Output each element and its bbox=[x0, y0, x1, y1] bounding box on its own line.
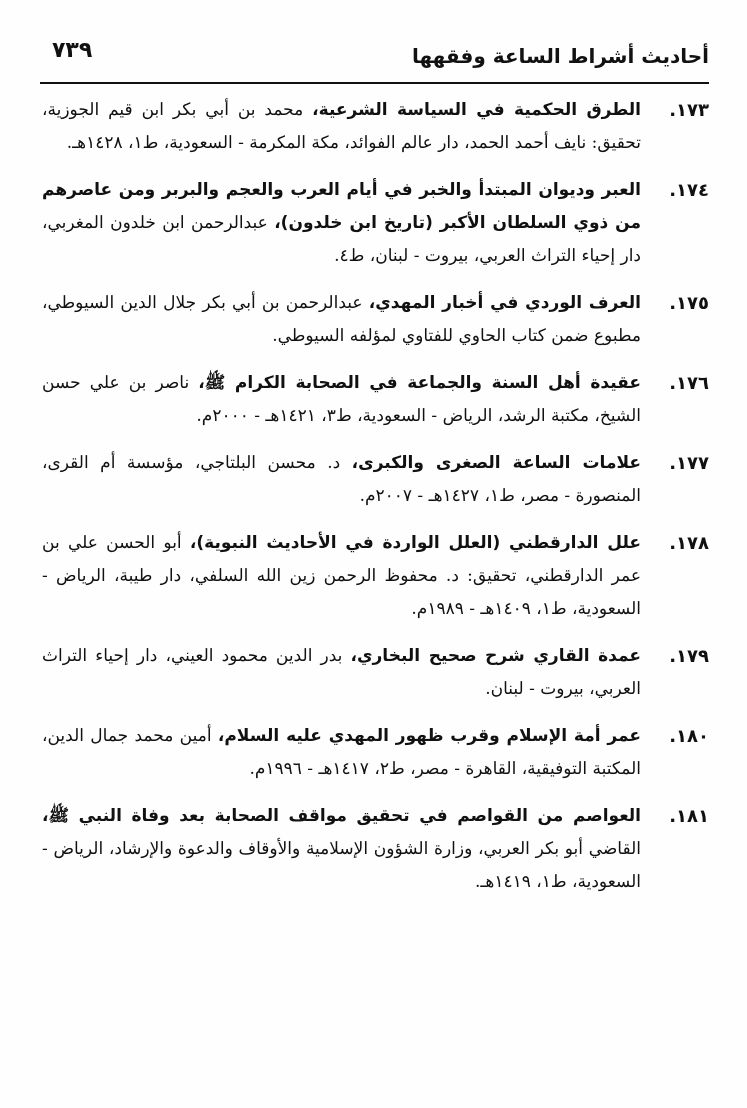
reference-entry bbox=[42, 367, 709, 433]
reference-title: عقيدة أهل السنة والجماعة في الصحابة الكرام ﷺ، bbox=[198, 373, 641, 393]
reference-entry bbox=[42, 174, 709, 273]
reference-details: بدر الدين محمود العيني، دار إحياء التراث العربي، بيروت - لبنان. bbox=[42, 646, 641, 699]
reference-details: ناصر بن علي حسن الشيخ، مكتبة الرشد، الرياض - السعودية، ط٣، ١٤٢١هـ - ٢٠٠٠م. bbox=[42, 373, 641, 426]
reference-entry bbox=[42, 720, 709, 786]
page-number: ٧٣٩ bbox=[52, 38, 93, 63]
reference-entry bbox=[42, 94, 709, 160]
reference-details: أمين محمد جمال الدين، المكتبة التوفيقية، القاهرة - مصر، ط٢، ١٤١٧هـ - ١٩٩٦م. bbox=[42, 726, 641, 779]
reference-number: ١٧٨. bbox=[669, 533, 709, 554]
reference-number: ١٧٩. bbox=[669, 646, 709, 667]
reference-details: عبدالرحمن ابن خلدون المغربي، دار إحياء التراث العربي، بيروت - لبنان، ط٤. bbox=[42, 213, 641, 266]
reference-title: العبر وديوان المبتدأ والخبر في أيام العرب والعجم والبربر ومن عاصرهم من ذوي السلطان الأكبر (تاريخ ابن خلدون)، bbox=[42, 180, 641, 233]
reference-details: محمد بن أبي بكر ابن قيم الجوزية، تحقيق: نايف أحمد الحمد، دار عالم الفوائد، مكة المكرمة - السعودية، ط١، ١٤٢٨هـ. bbox=[42, 100, 641, 153]
reference-number: ١٨٠. bbox=[669, 726, 709, 747]
reference-details: عبدالرحمن بن أبي بكر جلال الدين السيوطي، مطبوع ضمن كتاب الحاوي للفتاوي لمؤلفه السيوطي. bbox=[42, 293, 641, 346]
reference-title: عمر أمة الإسلام وقرب ظهور المهدي عليه السلام، bbox=[217, 726, 641, 746]
reference-entry bbox=[42, 640, 709, 706]
reference-title: العواصم من القواصم في تحقيق مواقف الصحابة بعد وفاة النبي ﷺ، bbox=[42, 806, 641, 826]
reference-number: ١٧٤. bbox=[669, 180, 709, 201]
reference-title: عمدة القاري شرح صحيح البخاري، bbox=[350, 646, 642, 666]
reference-details: القاضي أبو بكر العربي، وزارة الشؤون الإسلامية والأوقاف والدعوة والإرشاد، الرياض - السعودية، ط١، ١٤١٩هـ. bbox=[42, 839, 641, 892]
reference-number: ١٧٣. bbox=[669, 100, 709, 121]
reference-details: أبو الحسن علي بن عمر الدارقطني، تحقيق: د. محفوظ الرحمن زين الله السلفي، دار طيبة، الرياض - السعودية، ط١، ١٤٠٩هـ - ١٩٨٩م. bbox=[42, 533, 641, 619]
reference-number: ١٧٧. bbox=[669, 453, 709, 474]
reference-entry bbox=[42, 447, 709, 513]
reference-title: علامات الساعة الصغرى والكبرى، bbox=[351, 453, 641, 473]
reference-title: الطرق الحكمية في السياسة الشرعية، bbox=[312, 100, 642, 120]
running-title: أحاديث أشراط الساعة وفقهها bbox=[411, 44, 709, 68]
reference-title: علل الدارقطني (العلل الواردة في الأحاديث النبوية)، bbox=[189, 533, 641, 553]
reference-entry bbox=[42, 527, 709, 626]
page-header bbox=[52, 30, 709, 80]
reference-number: ١٧٥. bbox=[669, 293, 709, 314]
reference-list bbox=[42, 94, 709, 913]
reference-entry bbox=[42, 800, 709, 899]
reference-number: ١٧٦. bbox=[669, 373, 709, 394]
header-rule bbox=[40, 82, 709, 84]
reference-number: ١٨١. bbox=[669, 806, 709, 827]
reference-entry bbox=[42, 287, 709, 353]
reference-details: د. محسن البلتاجي، مؤسسة أم القرى، المنصورة - مصر، ط١، ١٤٢٧هـ - ٢٠٠٧م. bbox=[42, 453, 641, 506]
reference-title: العرف الوردي في أخبار المهدي، bbox=[368, 293, 641, 313]
